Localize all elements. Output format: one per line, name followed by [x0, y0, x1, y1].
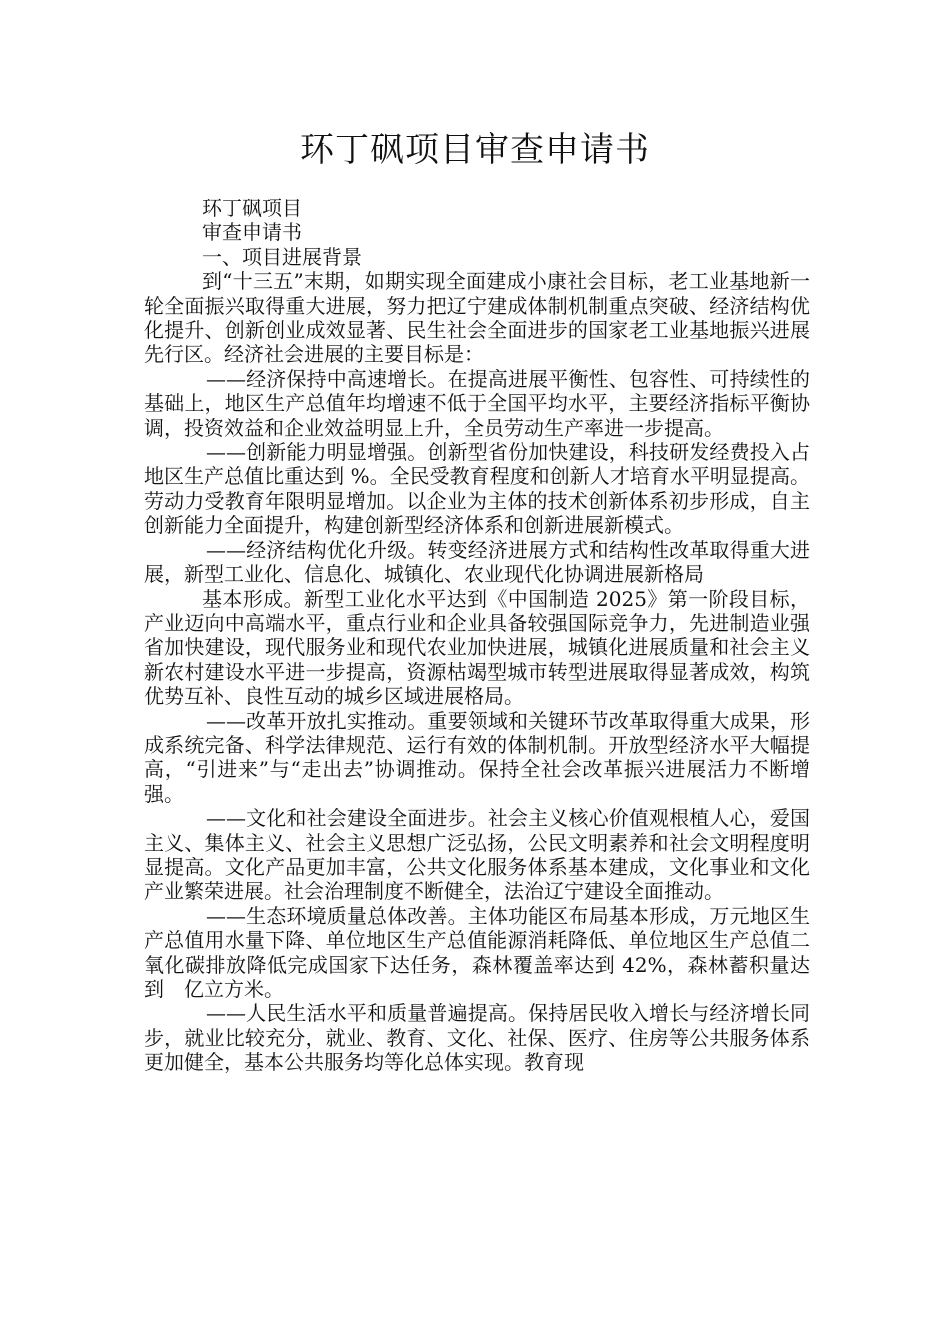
document-body: [144, 196, 810, 1075]
document-title: 环丁砜项目审查申请书: [300, 130, 650, 170]
section-heading-background: 一、项目进展背景: [202, 244, 362, 269]
paragraph-innovation: ——创新能力明显增强。创新型省份加快建设，科技研发经费投入占地区生产总值比重达到 %。全民受教育程度和创新人才培育水平明显提高。劳动力受教育年限明显增加。以企业为主体的技术创新体系初步形成，自主创新能力全面提升，构建创新型经济体系和创新进展新模式。: [144, 440, 810, 538]
paragraph-reform-opening: ——改革开放扎实推动。重要领域和关键环节改革取得重大成果，形成系统完备、科学法律规范、运行有效的体制机制。开放型经济水平大幅提高，“引进来”与“走出去”协调推动。保持全社会改革振兴进展活力不断增强。: [144, 708, 810, 806]
paragraph-structure-upgrade: ——经济结构优化升级。转变经济进展方式和结构性改革取得重大进展，新型工业化、信息化、城镇化、农业现代化协调进展新格局: [144, 537, 810, 587]
paragraph-culture-society: ——文化和社会建设全面进步。社会主义核心价值观根植人心，爱国主义、集体主义、社会主义思想广泛弘扬，公民文明素养和社会文明程度明显提高。文化产品更加丰富，公共文化服务体系基本建成，文化事业和文化产业繁荣进展。社会治理制度不断健全，法治辽宁建设全面推动。: [144, 806, 810, 904]
paragraph-living-standard: ——人民生活水平和质量普遍提高。保持居民收入增长与经济增长同步，就业比较充分，就业、教育、文化、社保、医疗、住房等公共服务体系更加健全，基本公共服务均等化总体实现。教育现: [144, 1001, 810, 1075]
paragraph-industrialization: 基本形成。新型工业化水平达到《中国制造 2025》第一阶段目标，产业迈向中高端水平，重点行业和企业具备较强国际竞争力，先进制造业强省加快建设，现代服务业和现代农业加快进展，城镇化进展质量和社会主义新农村建设水平进一步提高，资源枯竭型城市转型进展取得显著成效，构筑优势互补、良性互动的城乡区域进展格局。: [144, 586, 810, 709]
paragraph-economic-growth: ——经济保持中高速增长。在提高进展平衡性、包容性、可持续性的基础上，地区生产总值年均增速不低于全国平均水平，主要经济指标平衡协调，投资效益和企业效益明显上升，全员劳动生产率进一步提高。: [144, 366, 810, 440]
paragraph-background-intro: 到“十三五”末期，如期实现全面建成小康社会目标，老工业基地新一轮全面振兴取得重大进展，努力把辽宁建成体制机制重点突破、经济结构优化提升、创新创业成效显著、民生社会全面进步的国家老工业基地振兴进展先行区。经济社会进展的主要目标是：: [144, 269, 810, 367]
paragraph-ecology: ——生态环境质量总体改善。主体功能区布局基本形成，万元地区生产总值用水量下降、单位地区生产总值能源消耗降低、单位地区生产总值二氧化碳排放降低完成国家下达任务，森林覆盖率达到 42%，森林蓄积量达到 亿立方米。: [144, 903, 810, 1001]
paragraph-application-title: 审查申请书: [202, 220, 302, 245]
paragraph-project-name: 环丁砜项目: [202, 196, 302, 220]
